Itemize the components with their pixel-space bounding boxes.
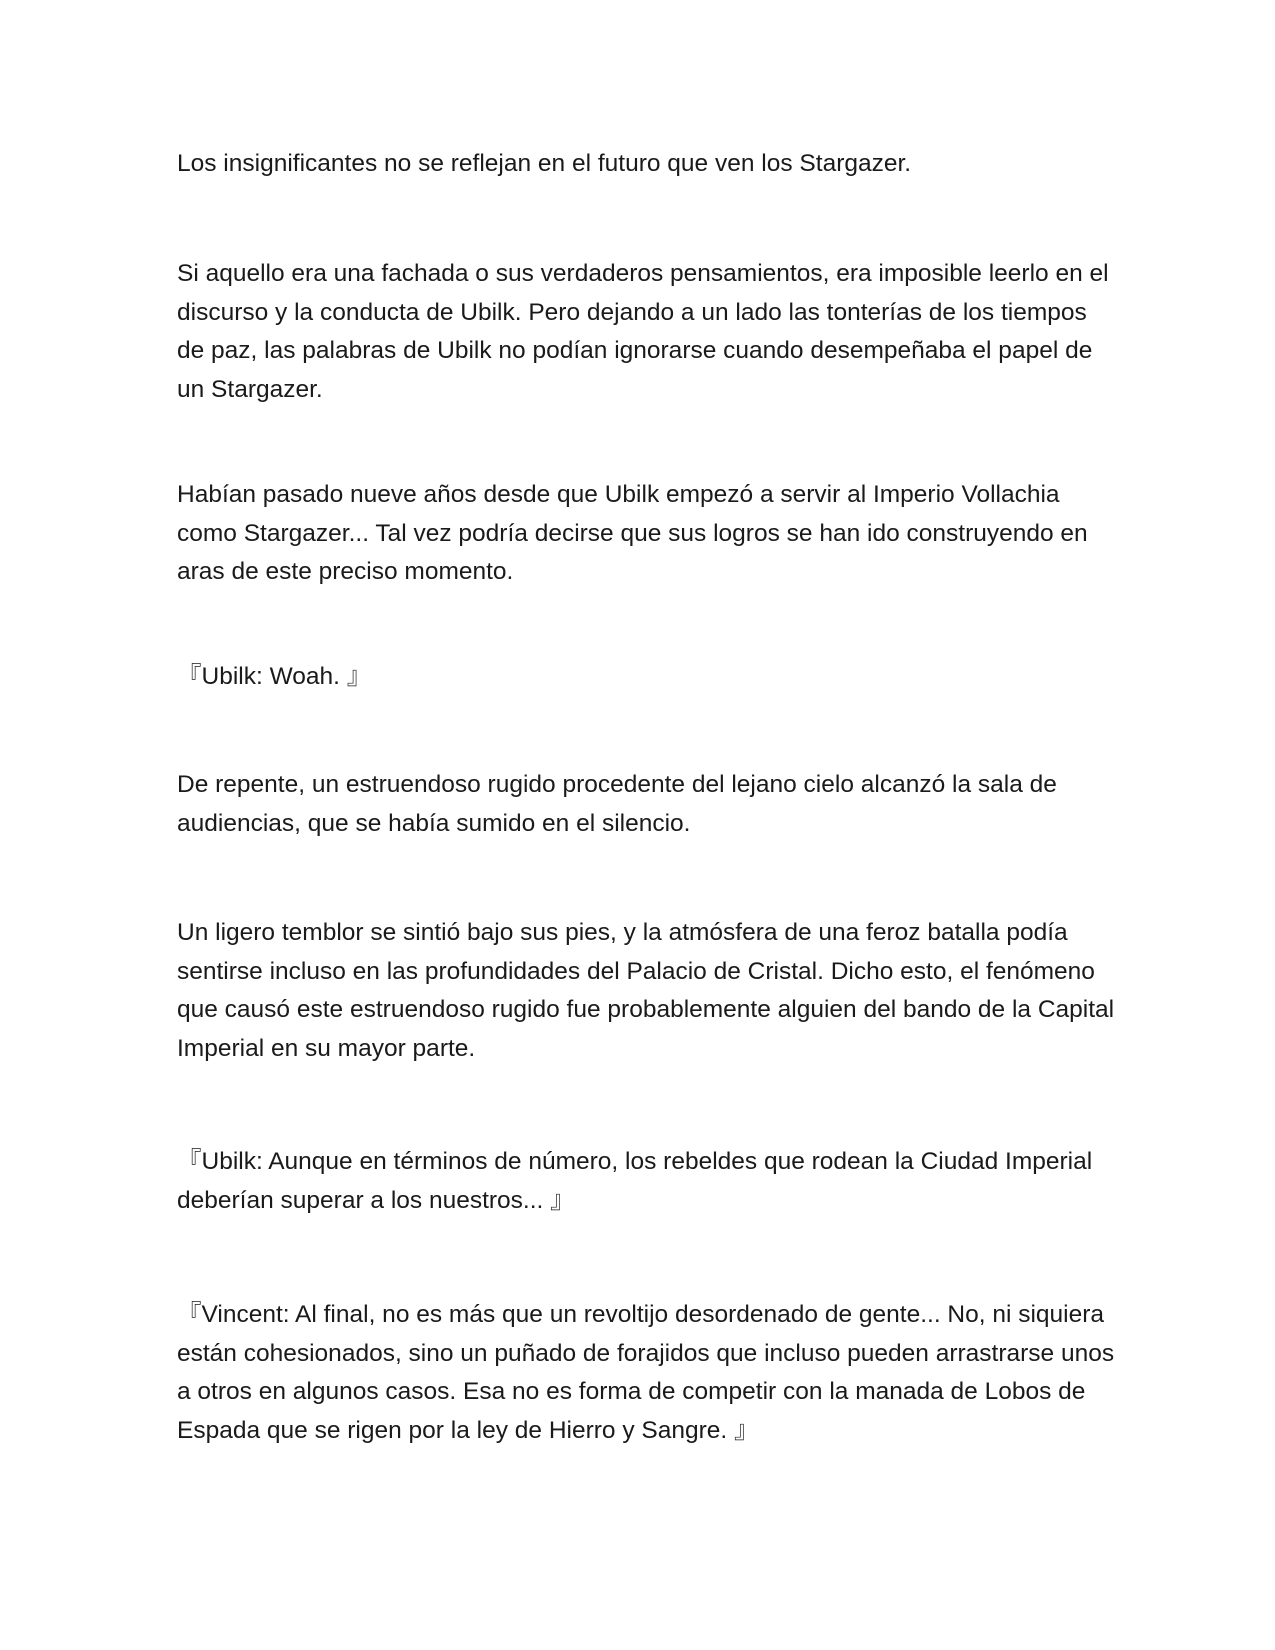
dialogue-vincent: 『Vincent: Al final, no es más que un revoltijo desordenado de gente... No, ni siquiera están cohesionados, sino un puñado de forajidos que incluso pueden arrastrarse unos a otros en algunos casos. Esa no es forma de competir con la manada de Lobos de Espada que se rigen por la ley de Hierro y Sangre. 』 [177,1301,1121,1444]
paragraph-1: Los insignificantes no se reflejan en el futuro que ven los Stargazer. [177,150,912,177]
paragraph-3: Habían pasado nueve años desde que Ubilk empezó a servir al Imperio Vollachia como Stargazer... Tal vez podría decirse que sus logros se han ido construyendo en aras de este preciso momento. [177,481,1095,585]
dialogue-ubilk-2: 『Ubilk: Aunque en términos de número, los rebeldes que rodean la Ciudad Imperial deberían superar a los nuestros... 』 [177,1148,1100,1214]
paragraph-2: Si aquello era una fachada o sus verdaderos pensamientos, era imposible leerlo en el discurso y la conducta de Ubilk. Pero dejando a un lado las tonterías de los tiempos de paz, las palabras de Ubilk no podían ignorarse cuando desempeñaba el papel de un Stargazer. [177,260,1116,403]
dialogue-ubilk-1: 『Ubilk: Woah. 』 [177,663,372,690]
paragraph-5: Un ligero temblor se sintió bajo sus pies, y la atmósfera de una feroz batalla podía sentirse incluso en las profundidades del Palacio de Cristal. Dicho esto, el fenómeno que causó este estruendoso rugido fue probablemente alguien del bando de la Capital Imperial en su mayor parte. [177,919,1121,1062]
paragraph-4: De repente, un estruendoso rugido procedente del lejano cielo alcanzó la sala de audiencias, que se había sumido en el silencio. [177,771,1064,837]
